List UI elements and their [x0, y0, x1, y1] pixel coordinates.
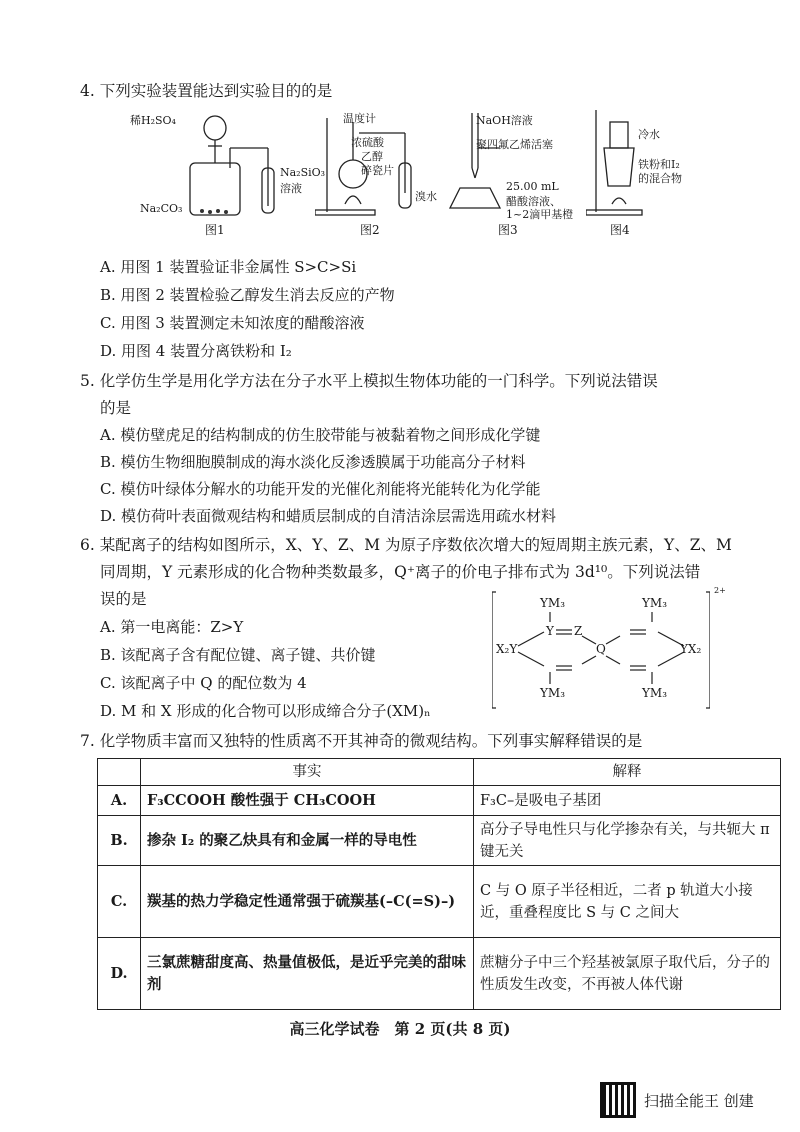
q5-stem-line-1: 5. 化学仿生学是用化学方法在分子水平上模拟生物体功能的一门科学。下列说法错误 — [80, 372, 658, 390]
row-fact: 羰基的热力学稳定性通常强于硫羰基(–C(=S)–) — [141, 866, 474, 938]
fig1-caption: 图1 — [205, 223, 225, 237]
q5-option-d: D. 模仿荷叶表面微观结构和蜡质层制成的自清洁涂层需选用疏水材料 — [100, 507, 557, 525]
fig1-label-solution: 溶液 — [280, 182, 302, 195]
fig2-label-bromine-water: 溴水 — [415, 190, 437, 203]
q6-stem-line-3: 误的是 — [100, 590, 147, 608]
atom-y: Y — [546, 624, 554, 638]
page-footer: 高三化学试卷 第 2 页(共 8 页) — [289, 1020, 511, 1038]
atom-q: Q — [596, 642, 606, 656]
fig1-label-acid: 稀H₂SO₄ — [130, 114, 176, 127]
q5-option-a: A. 模仿壁虎足的结构制成的仿生胶带能与被黏着物之间形成化学键 — [100, 426, 541, 444]
row-explain: F₃C–是吸电子基团 — [474, 786, 781, 816]
ion-charge: 2+ — [714, 586, 726, 595]
row-explain: C 与 O 原子半径相近，二者 p 轨道大小接近，重叠程度比 S 与 C 之间大 — [474, 866, 781, 938]
q6-option-c: C. 该配离子中 Q 的配位数为 4 — [100, 674, 307, 692]
fig2-label-ethanol: 乙醇 — [361, 150, 383, 163]
atom-ym3-top-right: YM₃ — [642, 596, 668, 610]
fig3-caption: 图3 — [498, 223, 518, 237]
fig4-label-cold-water: 冷水 — [638, 128, 660, 141]
row-explain: 蔗糖分子中三个羟基被氯原子取代后，分子的性质发生改变，不再被人体代谢 — [474, 938, 781, 1010]
qr-code-icon — [600, 1082, 636, 1118]
q4-option-b: B. 用图 2 装置检验乙醇发生消去反应的产物 — [100, 286, 395, 304]
figure-4 — [586, 108, 696, 236]
q6-option-a: A. 第一电离能：Z>Y — [100, 618, 244, 636]
atom-z: Z — [574, 624, 583, 638]
q6-stem-line-2: 同周期，Y 元素形成的化合物种类数最多，Q⁺离子的价电子排布式为 3d¹⁰。下列说法错 — [100, 563, 701, 581]
fig1-label-carbonate: Na₂CO₃ — [140, 202, 183, 215]
complex-ion-structure — [492, 586, 726, 710]
fig2-label-sulfuric-acid: 浓硫酸 — [351, 136, 384, 149]
q4-option-c: C. 用图 3 装置测定未知浓度的醋酸溶液 — [100, 314, 365, 332]
header-explain: 解释 — [474, 759, 781, 786]
q4-stem: 4. 下列实验装置能达到实验目的的是 — [80, 82, 333, 100]
fig3-label-naoh: NaOH溶液 — [476, 114, 533, 127]
header-key — [98, 759, 141, 786]
row-key: C. — [98, 866, 141, 938]
atom-ym3-bottom-left: YM₃ — [540, 686, 566, 700]
fig3-label-acetic: 醋酸溶液、 — [506, 195, 561, 208]
q4-option-d: D. 用图 4 装置分离铁粉和 I₂ — [100, 342, 292, 360]
fig4-caption: 图4 — [610, 223, 630, 237]
fig4-label-iron-iodine: 铁粉和I₂ — [638, 158, 680, 171]
atom-ym3-top-left: YM₃ — [540, 596, 566, 610]
fig2-caption: 图2 — [360, 223, 380, 237]
scanner-watermark — [600, 1082, 754, 1118]
fig2-label-thermometer: 温度计 — [343, 112, 376, 125]
table-row — [98, 786, 781, 816]
q6-option-b: B. 该配离子含有配位键、离子键、共价键 — [100, 646, 376, 664]
table-row — [98, 866, 781, 938]
row-fact: 掺杂 I₂ 的聚乙炔具有和金属一样的导电性 — [141, 816, 474, 866]
figure-2 — [315, 108, 445, 236]
fig4-label-mixture: 的混合物 — [638, 172, 682, 185]
row-fact: 三氯蔗糖甜度高、热量值极低，是近乎完美的甜味剂 — [141, 938, 474, 1010]
row-key: D. — [98, 938, 141, 1010]
q5-option-b: B. 模仿生物细胞膜制成的海水淡化反渗透膜属于功能高分子材料 — [100, 453, 526, 471]
q5-option-c: C. 模仿叶绿体分解水的功能开发的光催化剂能将光能转化为化学能 — [100, 480, 541, 498]
row-fact: F₃CCOOH 酸性强于 CH₃COOH — [141, 786, 474, 816]
q6-option-d: D. M 和 X 形成的化合物可以形成缔合分子(XM)ₙ — [100, 702, 431, 720]
atom-yx2: YX₂ — [680, 642, 702, 656]
table-row — [98, 816, 781, 866]
q5-stem-line-2: 的是 — [100, 399, 132, 417]
row-explain: 高分子导电性只与化学掺杂有关，与共轭大 π 键无关 — [474, 816, 781, 866]
fig1-label-silicate: Na₂SiO₃ — [280, 166, 326, 179]
figure-3 — [440, 108, 590, 236]
atom-ym3-bottom-right: YM₃ — [642, 686, 668, 700]
figure-1 — [130, 108, 326, 237]
row-key: A. — [98, 786, 141, 816]
q4-option-a: A. 用图 1 装置验证非金属性 S>C>Si — [100, 258, 357, 276]
header-fact: 事实 — [141, 759, 474, 786]
fig3-label-indicator: 1~2滴甲基橙 — [506, 208, 574, 221]
row-key: B. — [98, 816, 141, 866]
q6-stem-line-1: 6. 某配离子的结构如图所示，X、Y、Z、M 为原子序数依次增大的短周期主族元素，Y、Z、M — [80, 536, 732, 554]
atom-x2y: X₂Y — [496, 642, 518, 656]
q7-stem: 7. 化学物质丰富而又独特的性质离不开其神奇的微观结构。下列事实解释错误的是 — [80, 732, 643, 750]
q7-table — [97, 758, 781, 1010]
fig2-label-porcelain: 碎瓷片 — [361, 164, 394, 177]
scanner-watermark-text: 扫描全能王 创建 — [644, 1091, 754, 1110]
table-row — [98, 938, 781, 1010]
fig3-label-ptfe-stopcock: 聚四氟乙烯活塞 — [476, 138, 553, 151]
table-header-row — [98, 759, 781, 786]
fig3-label-volume: 25.00 mL — [506, 180, 559, 193]
